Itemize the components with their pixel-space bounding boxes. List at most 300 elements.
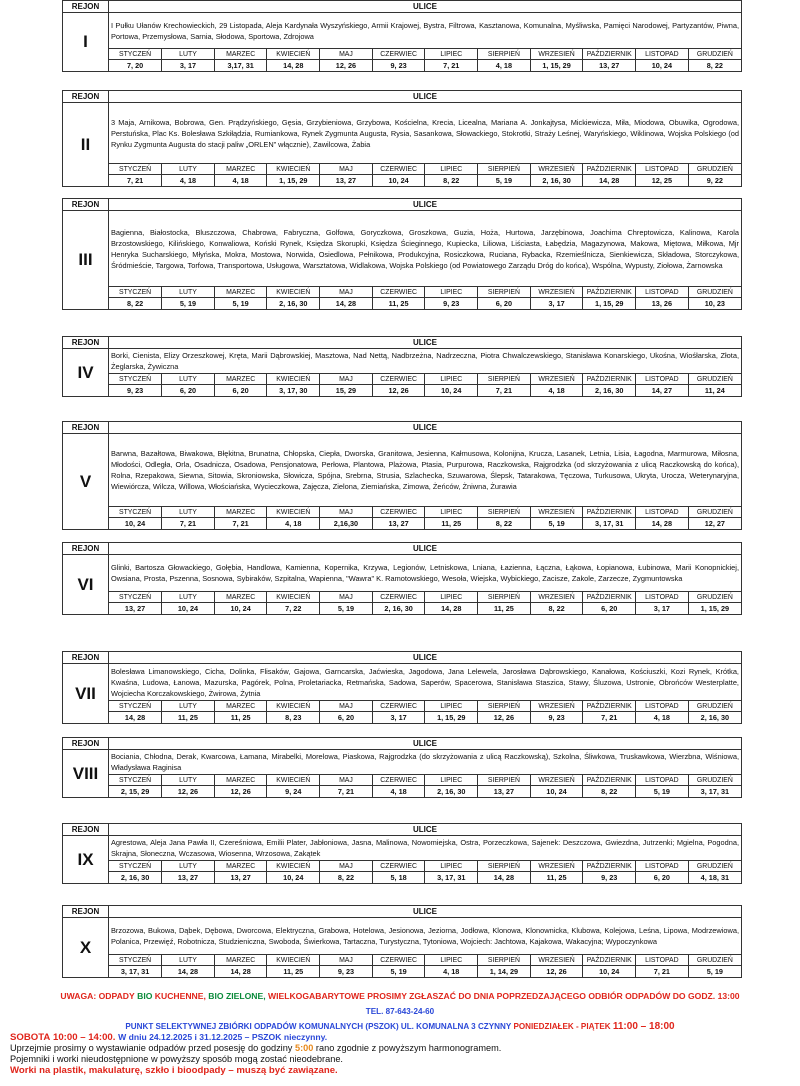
region-block — [62, 737, 742, 798]
month-header: MAJ — [320, 592, 373, 603]
region-table — [62, 421, 742, 530]
pickup-dates: 13, 27 — [320, 175, 373, 187]
month-header: WRZESIEŃ — [530, 507, 583, 518]
pickup-dates: 4, 18 — [162, 175, 215, 187]
pickup-dates: 7, 21 — [214, 518, 267, 530]
month-header: PAŹDZIERNIK — [583, 775, 636, 786]
line3: Uprzejmie prosimy o wystawianie odpadów przed posesję do godziny 5:00 rano zgodnie z powyższym harmonogramem. — [10, 1043, 502, 1053]
month-header: LIPIEC — [425, 49, 478, 60]
pickup-dates: 10, 24 — [372, 175, 425, 187]
month-header: PAŹDZIERNIK — [583, 955, 636, 966]
pickup-dates: 4, 18 — [267, 518, 320, 530]
month-header: STYCZEŃ — [109, 955, 162, 966]
pickup-dates: 2, 16, 30 — [583, 385, 636, 397]
pickup-dates: 8, 22 — [530, 603, 583, 615]
region-number: VII — [63, 664, 109, 724]
note-kuchenne: KUCHENNE, — [154, 991, 206, 1001]
region-table — [62, 90, 742, 187]
pickup-dates: 3, 17 — [162, 60, 215, 72]
region-number: IX — [63, 836, 109, 884]
region-block — [62, 0, 742, 72]
pickup-dates: 5, 19 — [478, 175, 531, 187]
line5: Worki na plastik, makulaturę, szkło i bioodpady – muszą być zawiązane. — [10, 1065, 338, 1076]
month-header: LIPIEC — [425, 287, 478, 298]
month-header: WRZESIEŃ — [530, 861, 583, 872]
month-header: PAŹDZIERNIK — [583, 507, 636, 518]
month-header: CZERWIEC — [372, 955, 425, 966]
month-header: KWIECIEŃ — [267, 701, 320, 712]
pickup-dates: 10, 24 — [530, 786, 583, 798]
region-table — [62, 0, 742, 72]
pickup-dates: 3, 17, 31 — [425, 872, 478, 884]
month-header: KWIECIEŃ — [267, 592, 320, 603]
pickup-dates: 6, 20 — [583, 603, 636, 615]
pickup-dates: 11, 25 — [425, 518, 478, 530]
region-number: I — [63, 13, 109, 72]
month-header: GRUDZIEŃ — [688, 287, 741, 298]
month-header: MAJ — [320, 955, 373, 966]
region-table — [62, 823, 742, 884]
region-table — [62, 336, 742, 397]
streets-header: ULICE — [109, 422, 742, 434]
month-header: LISTOPAD — [636, 374, 689, 385]
month-header: CZERWIEC — [372, 287, 425, 298]
month-header: GRUDZIEŃ — [688, 861, 741, 872]
month-header: MARZEC — [214, 507, 267, 518]
pickup-dates: 3, 17, 31 — [583, 518, 636, 530]
region-number: III — [63, 211, 109, 310]
month-header: STYCZEŃ — [109, 592, 162, 603]
pickup-dates: 1, 15, 29 — [583, 298, 636, 310]
month-header: KWIECIEŃ — [267, 775, 320, 786]
pickup-dates: 11, 25 — [267, 966, 320, 978]
region-number: VI — [63, 555, 109, 615]
pickup-dates: 14, 27 — [636, 385, 689, 397]
note-zielone: ZIELONE, — [225, 991, 266, 1001]
month-header: WRZESIEŃ — [530, 592, 583, 603]
month-header: SIERPIEŃ — [478, 49, 531, 60]
month-header: STYCZEŃ — [109, 287, 162, 298]
region-block — [62, 421, 742, 530]
month-header: CZERWIEC — [372, 775, 425, 786]
month-header: GRUDZIEŃ — [688, 955, 741, 966]
streets-header: ULICE — [109, 199, 742, 211]
pickup-dates: 12, 27 — [704, 519, 725, 528]
month-header: MAJ — [320, 861, 373, 872]
month-header: WRZESIEŃ — [530, 287, 583, 298]
month-header: LISTOPAD — [636, 49, 689, 60]
schedule-table — [109, 164, 741, 186]
region-header: REJON — [63, 91, 109, 103]
pickup-dates: 13, 27 — [109, 603, 162, 615]
pickup-dates: 8, 22 — [320, 872, 373, 884]
month-header: LUTY — [162, 49, 215, 60]
month-header: MARZEC — [214, 955, 267, 966]
pickup-dates: 6, 20 — [478, 298, 531, 310]
month-header: CZERWIEC — [372, 49, 425, 60]
sat-label: SOBOTA — [10, 1032, 51, 1043]
month-header: SIERPIEŃ — [478, 507, 531, 518]
schedule-table — [109, 374, 741, 396]
region-block — [62, 198, 742, 310]
streets-list: Barwna, Bazałtowa, Biwakowa, Błękitna, Brunatna, Chłopska, Ciepła, Dworska, Granitowa, Jesienna, Kałmusowa, Kolonijna, Krucza, Lasanek, Letnia, Lisia, Łagodna, Marmurowa, Miłosna, Młodości, Odległa, Orla, Osadnicza, Osadowa, Pensjonatowa, Perłowa, Plantowa, Plażowa, Ptasia, Purpurowa, Raczkowska, Rajgrodzka (od skrzyżowania z ulicą Raczkowską do końca), Rolna, Rzepakowa, Siewna, Sitowia, Skroniowska, Słowicza, Spójna, Srebrna, Strusia, Szlachecka, Szuwarowa, Ślepsk, Tatarakowa, Tęczowa, Turkusowa, Ukryta, Urocza, Weterynaryjna, Wiewiórcza, Wilcza, Willowa, Włościańska, Wycieczkowa, Zajęcza, Zielona, Ziemiańska, Zimowa, Żeńców, Żniwna, Żurawia — [109, 434, 742, 507]
pszok-days: PONIEDZIAŁEK - PIĄTEK — [513, 1022, 611, 1031]
streets-header: ULICE — [109, 543, 742, 555]
pickup-dates: 11, 24 — [704, 386, 725, 395]
month-header: CZERWIEC — [372, 374, 425, 385]
month-header: STYCZEŃ — [109, 775, 162, 786]
schedule-cell — [109, 592, 742, 615]
pickup-dates: 9, 23 — [425, 298, 478, 310]
pickup-dates: 7, 20 — [109, 60, 162, 72]
pickup-dates: 14, 28 — [636, 518, 689, 530]
note-bio2: BIO — [208, 991, 224, 1001]
schedule-table — [109, 861, 741, 883]
region-block — [62, 823, 742, 884]
month-header: KWIECIEŃ — [267, 287, 320, 298]
pickup-dates: 3, 17 — [372, 712, 425, 724]
month-header: STYCZEŃ — [109, 164, 162, 175]
month-header: LUTY — [162, 861, 215, 872]
region-header: REJON — [63, 652, 109, 664]
pickup-dates: 3, 17 — [636, 603, 689, 615]
region-table — [62, 737, 742, 798]
month-header: MARZEC — [214, 374, 267, 385]
pickup-dates: 9, 23 — [372, 60, 425, 72]
pickup-dates: 8, 22 — [109, 298, 162, 310]
pickup-dates: 5, 19 — [162, 298, 215, 310]
pickup-dates: 4, 18 — [425, 966, 478, 978]
month-header: PAŹDZIERNIK — [583, 701, 636, 712]
month-header: WRZESIEŃ — [530, 49, 583, 60]
month-header: LISTOPAD — [636, 861, 689, 872]
month-header: KWIECIEŃ — [267, 49, 320, 60]
month-header: PAŹDZIERNIK — [583, 164, 636, 175]
region-number: IV — [63, 349, 109, 397]
schedule-cell — [109, 861, 742, 884]
region-block — [62, 651, 742, 724]
month-header: LIPIEC — [425, 775, 478, 786]
pickup-dates: 14, 28 — [214, 966, 267, 978]
month-header: LISTOPAD — [636, 592, 689, 603]
pickup-dates: 11, 25 — [372, 298, 425, 310]
pickup-dates: 7, 21 — [425, 60, 478, 72]
region-block — [62, 905, 742, 978]
pickup-dates: 10, 23 — [704, 299, 725, 308]
month-header: STYCZEŃ — [109, 507, 162, 518]
streets-list: Brzozowa, Bukowa, Dąbek, Dębowa, Dworcowa, Elektryczna, Grabowa, Hotelowa, Jesionowa, Jeziorna, Jodłowa, Klonowa, Klonownicka, Klubowa, Kolejowa, Leśna, Lipowa, Modrzewiowa, Polanica, Przewięź, Robotnicza, Studzieniczna, Swoboda, Świerkowa, Tartaczna, Turystyczna, Tytoniowa, Wojciech: Jachtowa, Kajakowa, Wakacyjna; Wypoczynkowa — [109, 918, 742, 955]
note-lead: UWAGA: ODPADY — [60, 991, 135, 1001]
schedule-table — [109, 49, 741, 71]
month-header: MAJ — [320, 507, 373, 518]
pickup-dates: 11, 25 — [162, 712, 215, 724]
region-header: REJON — [63, 199, 109, 211]
pickup-dates: 3, 17, 30 — [267, 385, 320, 397]
pickup-dates: 3, 17 — [530, 298, 583, 310]
region-number: X — [63, 918, 109, 978]
note-wielko: WIELKOGABARYTOWE — [267, 991, 365, 1001]
pickup-dates: 13, 27 — [372, 518, 425, 530]
month-header: KWIECIEŃ — [267, 861, 320, 872]
region-header: REJON — [63, 738, 109, 750]
pickup-dates: 14, 28 — [583, 175, 636, 187]
pickup-dates: 13, 26 — [636, 298, 689, 310]
schedule-cell — [109, 287, 742, 310]
month-header: STYCZEŃ — [109, 701, 162, 712]
region-header: REJON — [63, 906, 109, 918]
month-header: CZERWIEC — [372, 861, 425, 872]
pickup-dates: 7, 21 — [636, 966, 689, 978]
pickup-dates: 5, 18 — [372, 872, 425, 884]
month-header: WRZESIEŃ — [530, 955, 583, 966]
pickup-dates: 10, 24 — [214, 603, 267, 615]
pickup-dates: 2, 15, 29 — [109, 786, 162, 798]
region-table — [62, 651, 742, 724]
pickup-dates: 12, 26 — [162, 786, 215, 798]
month-header: GRUDZIEŃ — [688, 507, 741, 518]
pickup-dates: 9, 23 — [530, 712, 583, 724]
streets-header: ULICE — [109, 337, 742, 349]
pickup-dates: 6, 20 — [636, 872, 689, 884]
note-bio: BIO — [137, 991, 153, 1001]
pickup-dates: 3,17, 31 — [214, 60, 267, 72]
pickup-dates: 12, 26 — [478, 712, 531, 724]
pickup-dates: 14, 28 — [109, 712, 162, 724]
month-header: GRUDZIEŃ — [688, 592, 741, 603]
streets-list: 3 Maja, Arnikowa, Bobrowa, Gen. Prądzyńskiego, Gęsia, Grzybieniowa, Grzybowa, Kościelna, Krecia, Licealna, Mariana A. Jonkajtysa, Mickiewicza, Miła, Miodowa, Obuwika, Ogrodowa, Perstuńska, Plac Ks. Bolesława Szkiłądzia, Rumiankowa, Rynek Zygmunta Augusta, Rysia, Sasankowa, Słowackiego, Stokrotki, Straży Leśnej, Waryńskiego, Wiklinowa, Wojska Polskiego (od Rynku Zygmunta Augusta do stacji paliw „ORLEN” włącznie), Zawilcowa, Żabia — [109, 103, 742, 164]
month-header: MAJ — [320, 374, 373, 385]
month-header: MARZEC — [214, 775, 267, 786]
pickup-dates: 4, 18 — [636, 712, 689, 724]
pickup-dates: 10, 24 — [267, 872, 320, 884]
month-header: SIERPIEŃ — [478, 861, 531, 872]
schedule-table — [109, 507, 741, 529]
month-header: LUTY — [162, 287, 215, 298]
month-header: LIPIEC — [425, 701, 478, 712]
schedule-cell — [109, 775, 742, 798]
month-header: LIPIEC — [425, 861, 478, 872]
month-header: MAJ — [320, 701, 373, 712]
month-header: LUTY — [162, 955, 215, 966]
sat-note: W dniu 24.12.2025 i 31.12.2025 – PSZOK nieczynny. — [118, 1032, 328, 1042]
pickup-dates: 14, 28 — [320, 298, 373, 310]
streets-list: Bagienna, Białostocka, Bluszczowa, Chabrowa, Fabryczna, Golfowa, Goryczkowa, Groszkowa, Guzia, Hoża, Hurtowa, Jarzębinowa, Joachima Chreptowicza, Kalinowa, Karola Brzostowskiego, Kilińskiego, Konwaliowa, Koński Rynek, Księdza Skorupki, Księdza Ścieginnego, Kupiecka, Liliowa, Liściasta, Łabędzia, Magazynowa, Makowa, Miętowa, Miłkowa, Mjr Henryka Sucharskiego, Młyńska, Mokra, Mostowa, Norwida, Osiedlowa, Pełnikowa, Produkcyjna, Rosiczkowa, Ruciana, Rybacka, Rzemieślnicza, Sienkiewicza, Składowa, Storczykowa, Śródmieście, Targowa, Torfowa, Transportowa, Usługowa, Warsztatowa, Widlakowa, Wojska Polskiego (od Powiatowego Zarządu Dróg do końca), Wspólna, Wypusty, Ziołowa, Żarnowska — [109, 211, 742, 287]
pickup-dates: 12, 26 — [372, 385, 425, 397]
pickup-dates: 11, 25 — [530, 872, 583, 884]
pickup-dates: 8, 23 — [267, 712, 320, 724]
pickup-dates: 8, 22 — [706, 61, 723, 70]
pickup-dates: 15, 29 — [320, 385, 373, 397]
streets-header: ULICE — [109, 91, 742, 103]
pickup-dates: 10, 24 — [109, 518, 162, 530]
month-header: LUTY — [162, 507, 215, 518]
pszok-hours: 11:00 – 18:00 — [612, 1021, 675, 1032]
streets-header: ULICE — [109, 738, 742, 750]
pickup-dates: 10, 24 — [162, 603, 215, 615]
month-header: WRZESIEŃ — [530, 701, 583, 712]
pickup-dates: 2,16,30 — [320, 518, 373, 530]
footer — [4, 991, 796, 1076]
month-header: LIPIEC — [425, 164, 478, 175]
pickup-dates: 12, 26 — [214, 786, 267, 798]
streets-header: ULICE — [109, 1, 742, 13]
pickup-dates: 9, 23 — [109, 385, 162, 397]
pickup-dates: 2, 16, 30 — [372, 603, 425, 615]
month-header: LISTOPAD — [636, 507, 689, 518]
region-number: V — [63, 434, 109, 530]
month-header: GRUDZIEŃ — [688, 164, 741, 175]
pickup-dates: 14, 28 — [425, 603, 478, 615]
region-header: REJON — [63, 422, 109, 434]
pickup-dates: 8, 22 — [583, 786, 636, 798]
pickup-dates: 11, 25 — [214, 712, 267, 724]
schedule-table — [109, 592, 741, 614]
pickup-dates: 12, 25 — [636, 175, 689, 187]
month-header: CZERWIEC — [372, 164, 425, 175]
pickup-dates: 4, 18 — [372, 786, 425, 798]
region-table — [62, 905, 742, 978]
month-header: LUTY — [162, 374, 215, 385]
month-header: LUTY — [162, 701, 215, 712]
month-header: MAJ — [320, 775, 373, 786]
pickup-dates: 2, 16, 30 — [530, 175, 583, 187]
pickup-dates: 1, 14, 29 — [478, 966, 531, 978]
sat-hours: 10:00 – 14:00. — [53, 1032, 116, 1043]
pickup-dates: 2, 16, 30 — [425, 786, 478, 798]
pickup-dates: 5, 19 — [320, 603, 373, 615]
region-header: REJON — [63, 1, 109, 13]
pickup-dates: 8, 22 — [478, 518, 531, 530]
streets-header: ULICE — [109, 906, 742, 918]
month-header: WRZESIEŃ — [530, 374, 583, 385]
pickup-dates: 14, 28 — [478, 872, 531, 884]
streets-list: Bolesława Limanowskiego, Cicha, Dolinka, Flisaków, Gajowa, Garncarska, Jaćwieska, Jagodowa, Jana Lelewela, Jarosława Dąbrowskiego, Kanałowa, Kościuszki, Kozi Rynek, Krótka, Kwaśna, Ludowa, Łanowa, Mazurska, Pagórek, Polna, Proletariacka, Retmańska, Sadowa, Saperów, Spacerowa, Stanisława Staszica, Stawy, Śluzowa, Ustronie, Obrońców Westerplatte, Wojciecha Korczakowskiego, Żwirowa, Żytnia — [109, 664, 742, 701]
schedule-cell — [109, 955, 742, 978]
month-header: LUTY — [162, 164, 215, 175]
month-header: CZERWIEC — [372, 592, 425, 603]
line4: Pojemniki i worki nieudostępnione w powyższy sposób mogą zostać nieodebrane. — [10, 1054, 343, 1064]
pickup-dates: 9, 23 — [583, 872, 636, 884]
month-header: LISTOPAD — [636, 701, 689, 712]
streets-list: Borki, Cienista, Elizy Orzeszkowej, Kręta, Marii Dąbrowskiej, Masztowa, Nad Nettą, Nadbrzeżna, Nadrzeczna, Piotra Chwalczewskiego, Stanisława Konarskiego, Ukośna, Wiośłarska, Złota, Żeglarska, Żywiczna — [109, 349, 742, 374]
pickup-dates: 14, 28 — [162, 966, 215, 978]
pickup-dates: 8, 22 — [425, 175, 478, 187]
month-header: GRUDZIEŃ — [688, 701, 741, 712]
month-header: CZERWIEC — [372, 507, 425, 518]
pickup-dates: 13, 27 — [478, 786, 531, 798]
region-header: REJON — [63, 337, 109, 349]
region-header: REJON — [63, 543, 109, 555]
schedule-table — [109, 701, 741, 723]
schedule-table — [109, 955, 741, 977]
streets-list: I Pułku Ułanów Krechowieckich, 29 Listopada, Aleja Kardynała Wyszyńskiego, Armii Krajowej, Bystra, Filtrowa, Kasztanowa, Komunalna, Myśliwska, Pamięci Narodowej, Partyzantów, Piwna, Portowa, Przemysłowa, Sarnia, Słodowa, Sportowa, Zdrojowa — [109, 13, 742, 49]
month-header: LIPIEC — [425, 374, 478, 385]
pickup-dates: 7, 21 — [162, 518, 215, 530]
month-header: PAŹDZIERNIK — [583, 374, 636, 385]
pickup-dates: 6, 20 — [214, 385, 267, 397]
pickup-dates: 12, 26 — [530, 966, 583, 978]
month-header: MAJ — [320, 49, 373, 60]
pickup-dates: 5, 19 — [636, 786, 689, 798]
pickup-dates: 13, 27 — [162, 872, 215, 884]
pickup-dates: 3, 17, 31 — [109, 966, 162, 978]
pickup-dates: 4, 18, 31 — [700, 873, 730, 882]
month-header: MARZEC — [214, 164, 267, 175]
month-header: MARZEC — [214, 701, 267, 712]
pickup-dates: 6, 20 — [162, 385, 215, 397]
pickup-dates: 2, 16, 30 — [109, 872, 162, 884]
month-header: SIERPIEŃ — [478, 955, 531, 966]
pickup-dates: 13, 27 — [214, 872, 267, 884]
month-header: MARZEC — [214, 49, 267, 60]
month-header: SIERPIEŃ — [478, 287, 531, 298]
pickup-dates: 12, 26 — [320, 60, 373, 72]
month-header: KWIECIEŃ — [267, 955, 320, 966]
month-header: SIERPIEŃ — [478, 164, 531, 175]
month-header: MARZEC — [214, 861, 267, 872]
pszok-lead: PUNKT SELEKTYWNEJ ZBIÓRKI ODPADÓW KOMUNALNYCH (PSZOK) UL. KOMUNALNA 3 — [125, 1022, 476, 1031]
month-header: STYCZEŃ — [109, 861, 162, 872]
region-table — [62, 198, 742, 310]
month-header: PAŹDZIERNIK — [583, 592, 636, 603]
month-header: LUTY — [162, 775, 215, 786]
month-header: KWIECIEŃ — [267, 507, 320, 518]
month-header: GRUDZIEŃ — [688, 49, 741, 60]
pickup-dates: 6, 20 — [320, 712, 373, 724]
region-header: REJON — [63, 824, 109, 836]
pickup-dates: 7, 21 — [478, 385, 531, 397]
month-header: LISTOPAD — [636, 164, 689, 175]
month-header: LUTY — [162, 592, 215, 603]
pszok-czynny: CZYNNY — [477, 1022, 512, 1031]
pickup-dates: 10, 24 — [425, 385, 478, 397]
pickup-dates: 10, 24 — [583, 966, 636, 978]
schedule-cell — [109, 164, 742, 187]
month-header: SIERPIEŃ — [478, 592, 531, 603]
pickup-dates: 5, 19 — [530, 518, 583, 530]
month-header: MAJ — [320, 287, 373, 298]
pickup-dates: 11, 25 — [478, 603, 531, 615]
streets-header: ULICE — [109, 824, 742, 836]
month-header: SIERPIEŃ — [478, 374, 531, 385]
saturday-line — [10, 1032, 796, 1043]
pickup-dates: 1, 15, 29 — [267, 175, 320, 187]
month-header: STYCZEŃ — [109, 374, 162, 385]
pickup-dates: 5, 19 — [214, 298, 267, 310]
pickup-dates: 1, 15, 29 — [530, 60, 583, 72]
schedule-cell — [109, 507, 742, 530]
pickup-dates: 9, 23 — [320, 966, 373, 978]
month-header: SIERPIEŃ — [478, 775, 531, 786]
streets-header: ULICE — [109, 652, 742, 664]
region-number: II — [63, 103, 109, 187]
month-header: MARZEC — [214, 287, 267, 298]
pickup-dates: 4, 18 — [478, 60, 531, 72]
month-header: PAŹDZIERNIK — [583, 861, 636, 872]
month-header: PAŹDZIERNIK — [583, 287, 636, 298]
footer-note — [4, 991, 796, 1002]
schedule-table — [109, 775, 741, 797]
month-header: MAJ — [320, 164, 373, 175]
month-header: LISTOPAD — [636, 775, 689, 786]
pickup-dates: 5, 19 — [706, 967, 723, 976]
month-header: SIERPIEŃ — [478, 701, 531, 712]
pickup-dates: 13, 27 — [583, 60, 636, 72]
pickup-dates: 2, 16, 30 — [267, 298, 320, 310]
footer-tel: TEL. 87-643-24-60 — [365, 1007, 435, 1016]
month-header: MARZEC — [214, 592, 267, 603]
schedule-table — [109, 287, 741, 309]
